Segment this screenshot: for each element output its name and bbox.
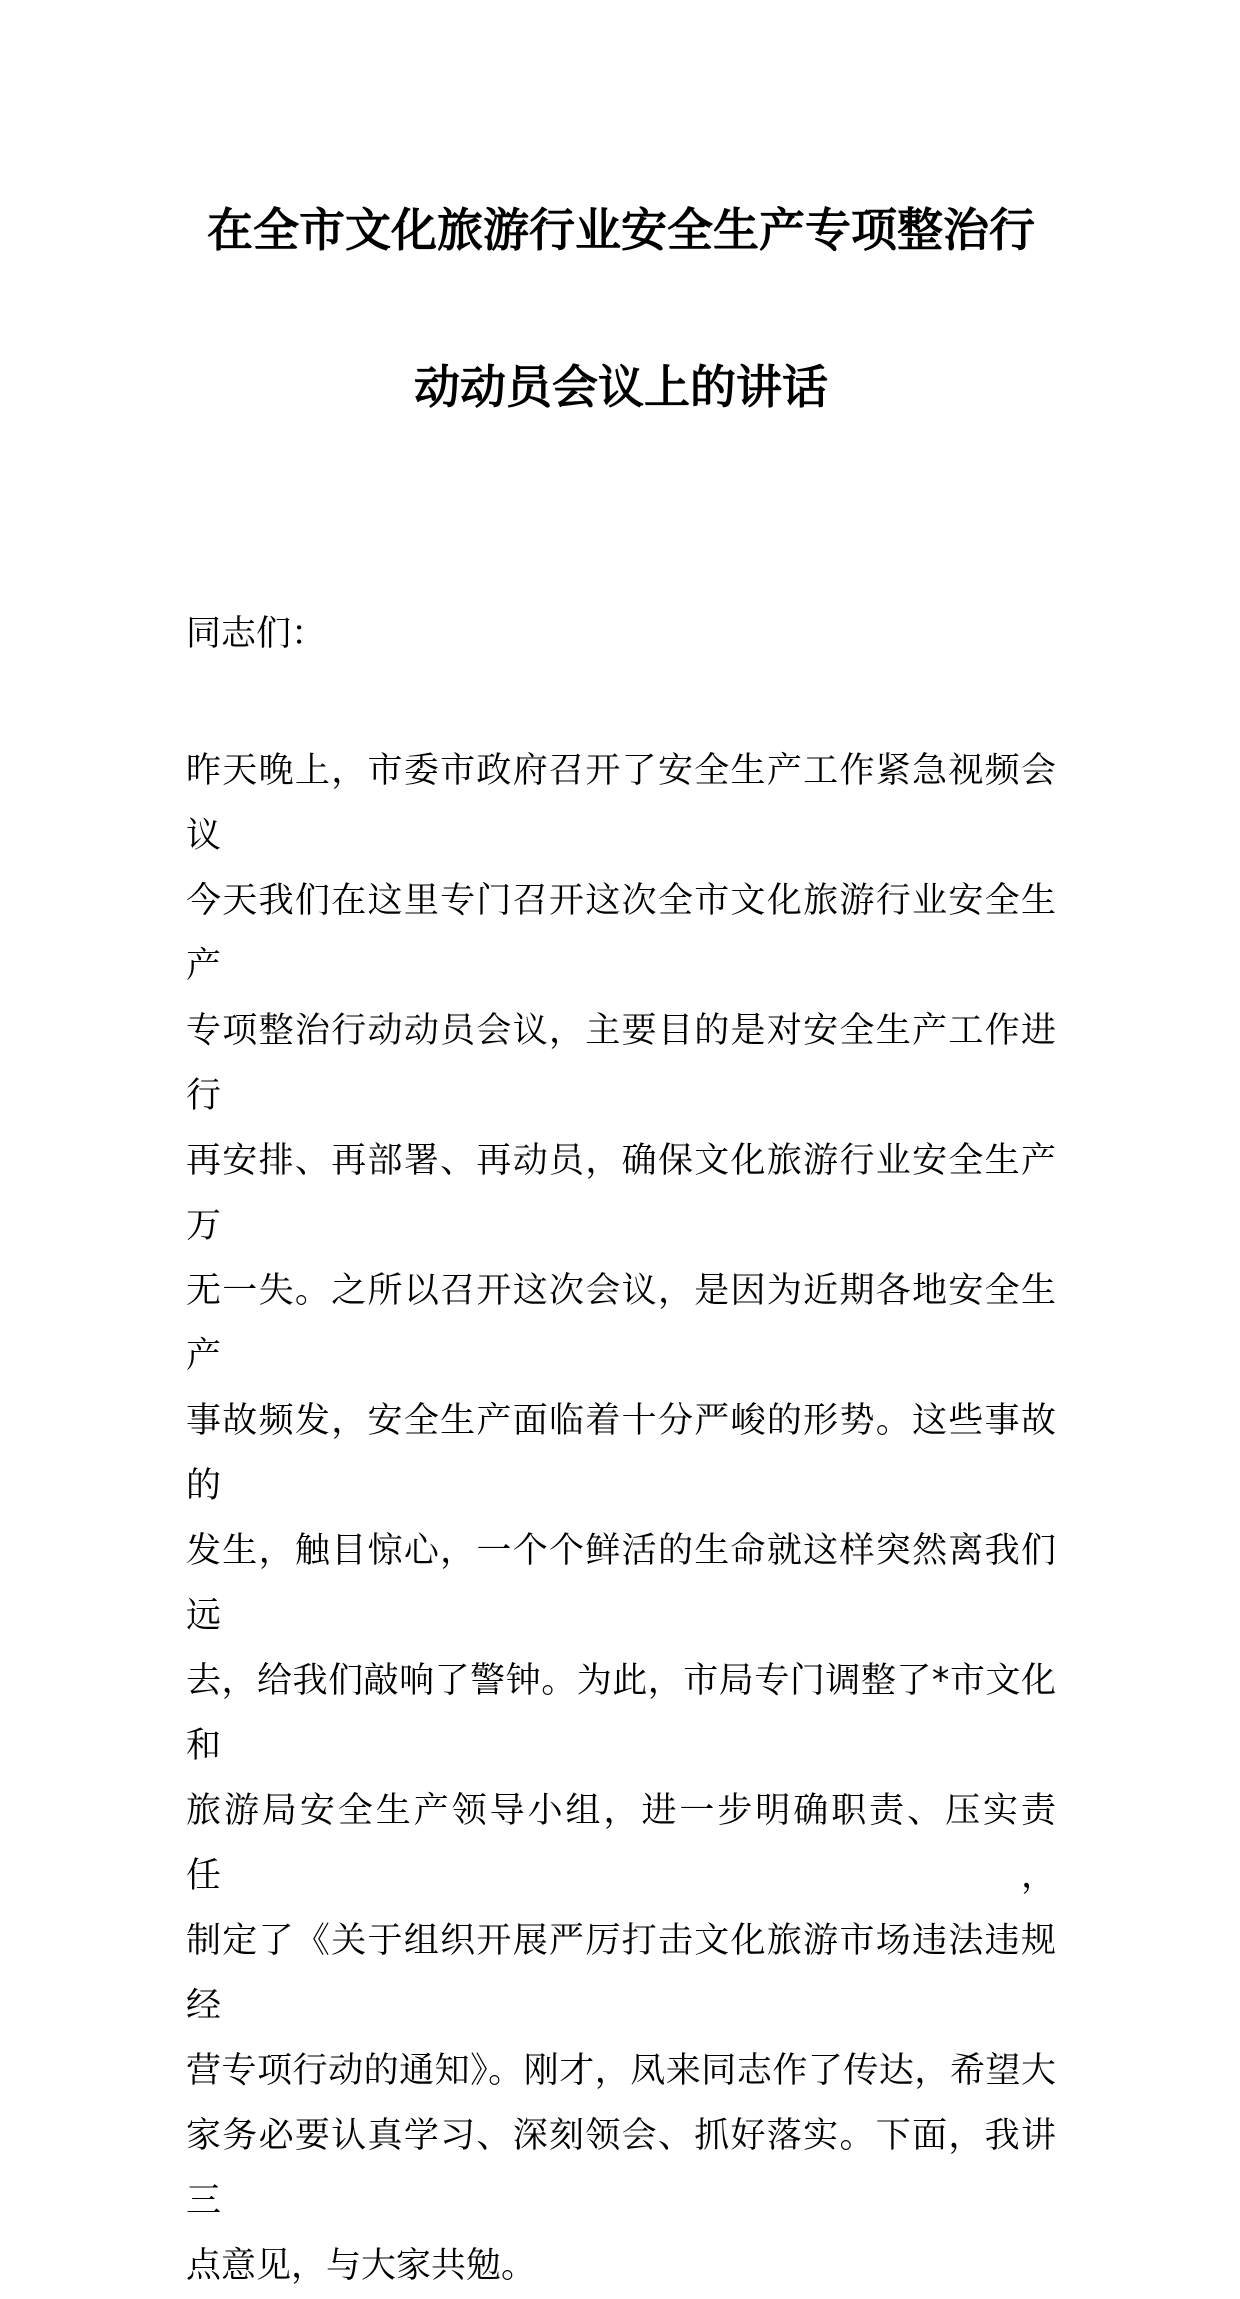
body-line: 旅游局安全生产领导小组，进一步明确职责、压实责任，	[186, 1791, 1056, 1896]
body-line: 营专项行动的通知》。刚才，凤来同志作了传达，希望大	[186, 2051, 1056, 2091]
body-line: 无一失。之所以召开这次会议，是因为近期各地安全生产	[186, 1271, 1056, 1376]
body-line: 制定了《关于组织开展严厉打击文化旅游市场违法违规经	[186, 1921, 1056, 2026]
document-title-line-2: 动动员会议上的讲话	[414, 360, 828, 414]
document-content	[186, 0, 1056, 2299]
document-title-line-1: 在全市文化旅游行业安全生产专项整治行	[207, 203, 1035, 257]
body-line: 今天我们在这里专门召开这次全市文化旅游行业安全生产	[186, 881, 1056, 986]
body-line: 去，给我们敲响了警钟。为此，市局专门调整了*市文化和	[186, 1661, 1056, 1766]
salutation: 同志们：	[186, 614, 327, 654]
body-line: 家务必要认真学习、深刻领会、抓好落实。下面，我讲三	[186, 2116, 1056, 2221]
body-line: 点意见，与大家共勉。	[186, 2246, 537, 2286]
body-line: 再安排、再部署、再动员，确保文化旅游行业安全生产万	[186, 1141, 1056, 1246]
body-line: 昨天晚上，市委市政府召开了安全生产工作紧急视频会议	[186, 751, 1056, 856]
body-line: 专项整治行动动员会议，主要目的是对安全生产工作进行	[186, 1011, 1056, 1116]
body-paragraph	[186, 739, 1056, 2299]
body-line: 发生，触目惊心，一个个鲜活的生命就这样突然离我们远	[186, 1531, 1056, 1636]
body-line: 事故频发，安全生产面临着十分严峻的形势。这些事故的	[186, 1401, 1056, 1506]
